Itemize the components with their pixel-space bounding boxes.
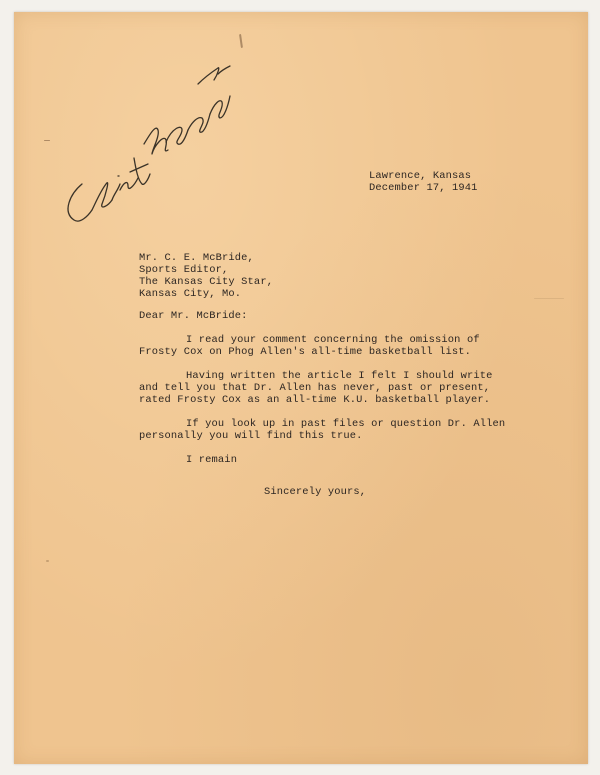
body-paragraph-2-line-3: rated Frosty Cox as an all-time K.U. basketball player.	[139, 394, 491, 406]
salutation: Dear Mr. McBride:	[139, 310, 248, 322]
paper-mark	[239, 34, 243, 48]
paper-mark	[44, 140, 50, 141]
body-paragraph-1-line-1: I read your comment concerning the omission of	[186, 334, 480, 346]
body-paragraph-3-line-2: personally you will find this true.	[139, 430, 363, 442]
body-paragraph-2-line-1: Having written the article I felt I should write	[186, 370, 493, 382]
letter-date: December 17, 1941	[369, 182, 478, 194]
body-paragraph-2-line-2: and tell you that Dr. Allen has never, past or present,	[139, 382, 491, 394]
paper-mark	[46, 560, 49, 562]
recipient-line-1: Mr. C. E. McBride,	[139, 252, 254, 264]
body-paragraph-3-line-1: If you look up in past files or question Dr. Allen	[186, 418, 506, 430]
recipient-line-2: Sports Editor,	[139, 264, 229, 276]
recipient-line-4: Kansas City, Mo.	[139, 288, 242, 300]
letter-place: Lawrence, Kansas	[369, 170, 472, 182]
letter-paper	[14, 12, 588, 764]
body-paragraph-1-line-2: Frosty Cox on Phog Allen's all-time basketball list.	[139, 346, 472, 358]
handwritten-signature-note	[48, 34, 238, 234]
body-paragraph-4: I remain	[186, 454, 238, 466]
recipient-line-3: The Kansas City Star,	[139, 276, 274, 288]
paper-mark	[534, 298, 564, 299]
closing: Sincerely yours,	[264, 486, 367, 498]
